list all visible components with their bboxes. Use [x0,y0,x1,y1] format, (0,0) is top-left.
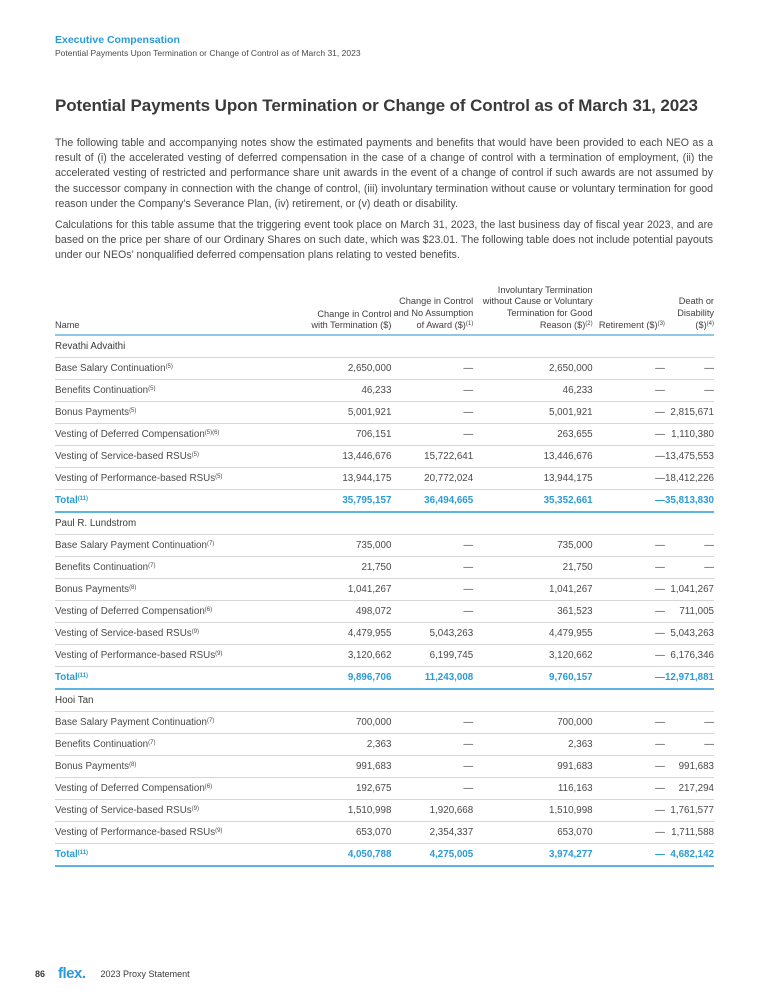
footnote-ref: (5) [129,408,137,415]
value-cell: — [593,380,665,402]
row-label-text: Benefits Continuation [55,739,149,751]
value-cell: 1,711,588 [665,822,714,844]
table-row [55,380,714,402]
value-cell: 4,479,955 [473,623,592,645]
table-row [55,734,714,756]
row-label [55,844,310,867]
value-cell: 21,750 [310,557,392,579]
value-cell: — [593,579,665,601]
footnote-ref: (5) [191,452,200,459]
row-label-text: Vesting of Service-based RSUs [55,805,192,817]
value-cell: — [391,601,473,623]
value-cell: 13,475,553 [665,446,714,468]
row-label-text: Vesting of Deferred Compensation [55,606,205,618]
value-cell: 6,176,346 [665,645,714,667]
column-header-text: Involuntary Termination without Cause or Voluntary Termination for Good Reason ($) [482,285,593,330]
value-cell: 263,655 [473,424,592,446]
value-cell: — [391,712,473,734]
value-cell: 2,650,000 [310,358,392,380]
table-row [55,601,714,623]
value-cell: — [665,380,714,402]
total-value-cell: 4,050,788 [310,844,392,867]
table-body [55,335,714,866]
row-label-text: Benefits Continuation [55,385,149,397]
table-header-row [55,285,714,335]
section-subtitle: Potential Payments Upon Termination or Change of Control as of March 31, 2023 [55,48,361,58]
footnote-ref: (11) [77,850,89,857]
column-header-text: Name [55,319,80,330]
table-row [55,623,714,645]
footnote-ref: (6) [204,607,213,614]
flex-logo: flex. [58,965,86,982]
intro-text [55,136,713,270]
row-label-text: Vesting of Deferred Compensation [55,429,205,441]
table-row [55,579,714,601]
value-cell: 700,000 [473,712,592,734]
total-value-cell: 9,896,706 [310,667,392,690]
table-row [55,535,714,557]
value-cell: 4,479,955 [310,623,392,645]
footnote-ref: (9) [191,806,200,813]
footnote-ref: (8) [129,585,137,592]
value-cell: 1,761,577 [665,800,714,822]
footnote-ref: (5) [215,474,223,481]
value-cell: 18,412,226 [665,468,714,490]
total-value-cell: 11,243,008 [391,667,473,690]
value-cell: 6,199,745 [391,645,473,667]
value-cell: — [391,424,473,446]
value-cell: 1,920,668 [391,800,473,822]
table-row [55,822,714,844]
table-row [55,756,714,778]
column-header-text: Death or Disability ($) [677,296,714,330]
footnote-ref: (6) [204,784,213,791]
value-cell: — [391,579,473,601]
table-row [55,645,714,667]
value-cell: 13,446,676 [310,446,392,468]
running-header [55,34,361,59]
value-cell: 46,233 [310,380,392,402]
row-label-text: Vesting of Service-based RSUs [55,451,192,463]
value-cell: 361,523 [473,601,592,623]
page-number: 86 [35,968,46,979]
intro-paragraph: Calculations for this table assume that the triggering event took place on March 31, 2023, the last business day of fiscal year 2023, and are based on the price per share of our Ordinary Shares on such date, which was $23.01. The following table does not include potential payouts under our NEOs’ nonqualified deferred compensation plans relating to vested benefits. [55,219,713,262]
row-label-text: Bonus Payments [55,584,130,596]
column-header [391,285,473,335]
row-label-text: Base Salary Payment Continuation [55,540,207,552]
total-value-cell: 35,795,157 [310,490,392,513]
column-header [593,285,665,335]
value-cell: — [665,712,714,734]
value-cell: 1,110,380 [665,424,714,446]
row-label [55,712,310,734]
row-label-text: Vesting of Performance-based RSUs [55,473,216,485]
footnote-ref: (9) [191,629,200,636]
value-cell: 1,510,998 [310,800,392,822]
value-cell: 2,815,671 [665,402,714,424]
value-cell: 991,683 [310,756,392,778]
value-cell: — [593,778,665,800]
value-cell: — [665,557,714,579]
column-header [665,285,714,335]
footnote-ref: (5) [148,386,156,393]
row-label-text: Base Salary Continuation [55,363,166,375]
value-cell: 735,000 [310,535,392,557]
document-title: 2023 Proxy Statement [100,968,190,979]
value-cell: 46,233 [473,380,592,402]
value-cell: — [593,734,665,756]
column-header-text: Change in Control and No Assumption of Award ($) [393,296,474,330]
row-label [55,380,310,402]
executive-name: Hooi Tan [55,689,714,712]
value-cell: 3,120,662 [473,645,592,667]
row-label-text: Bonus Payments [55,761,130,773]
row-label [55,446,310,468]
value-cell: 2,650,000 [473,358,592,380]
value-cell: 3,120,662 [310,645,392,667]
row-label [55,535,310,557]
value-cell: — [593,756,665,778]
intro-paragraph: The following table and accompanying notes show the estimated payments and benefits that would have been provided to each NEO as a result of (i) the accelerated vesting of deferred compensation in the case of a change of control with a termination of employment, (ii) the accelerated vesting of restricted and performance share unit awards in the event of a change of control if such awards are not assumed by the successor company in connection with the change of control, (iii) involuntary termination without cause or voluntary termination for good reason under the Company’s Severance Plan, (iv) retirement, or (v) death or disability. [55,137,713,210]
row-label [55,645,310,667]
row-label-text: Vesting of Deferred Compensation [55,783,205,795]
value-cell: 653,070 [310,822,392,844]
row-label [55,623,310,645]
value-cell: — [593,358,665,380]
row-label-text: Total [55,672,78,684]
value-cell: 5,043,263 [391,623,473,645]
column-header-text: Retirement ($) [598,319,658,330]
executive-name: Revathi Advaithi [55,335,714,358]
table-row [55,800,714,822]
footnote-ref: (11) [77,673,89,680]
person-row [55,512,714,535]
total-row [55,667,714,690]
footnote-ref: (8) [129,762,137,769]
value-cell: 2,363 [310,734,392,756]
total-value-cell: — [593,844,665,867]
total-value-cell: 35,352,661 [473,490,592,513]
row-label-text: Vesting of Service-based RSUs [55,628,192,640]
value-cell: — [391,358,473,380]
value-cell: — [593,712,665,734]
value-cell: 5,043,263 [665,623,714,645]
value-cell: 192,675 [310,778,392,800]
payments-table [55,285,714,867]
total-value-cell: — [593,490,665,513]
value-cell: 5,001,921 [310,402,392,424]
footnote-ref: (7) [206,718,215,725]
value-cell: 991,683 [665,756,714,778]
value-cell: — [665,734,714,756]
value-cell: — [593,535,665,557]
section-title: Executive Compensation [55,34,180,46]
total-value-cell: 36,494,665 [391,490,473,513]
value-cell: 13,944,175 [473,468,592,490]
total-value-cell: 3,974,277 [473,844,592,867]
row-label-text: Bonus Payments [55,407,130,419]
value-cell: — [391,402,473,424]
value-cell: 5,001,921 [473,402,592,424]
value-cell: — [593,623,665,645]
person-row [55,689,714,712]
row-label-text: Benefits Continuation [55,562,149,574]
footnote-ref: (2) [585,320,593,327]
total-value-cell: 35,813,830 [665,490,714,513]
total-value-cell: 9,760,157 [473,667,592,690]
value-cell: 2,354,337 [391,822,473,844]
total-value-cell: 4,682,142 [665,844,714,867]
value-cell: — [391,778,473,800]
footnote-ref: (7) [148,563,156,570]
value-cell: — [391,380,473,402]
footnote-ref: (9) [215,828,223,835]
row-label [55,822,310,844]
value-cell: 13,944,175 [310,468,392,490]
row-label [55,468,310,490]
footnote-ref: (5)(6) [204,430,220,437]
row-label [55,778,310,800]
table-row [55,778,714,800]
footnote-ref: (5) [165,364,173,371]
total-value-cell: — [593,667,665,690]
row-label [55,579,310,601]
table-row [55,358,714,380]
value-cell: 1,041,267 [473,579,592,601]
value-cell: 1,510,998 [473,800,592,822]
value-cell: — [665,358,714,380]
footnote-ref: (9) [215,651,223,658]
value-cell: 735,000 [473,535,592,557]
value-cell: 217,294 [665,778,714,800]
total-row [55,490,714,513]
row-label [55,800,310,822]
value-cell: — [593,800,665,822]
value-cell: — [593,446,665,468]
footnote-ref: (3) [657,320,665,327]
total-row [55,844,714,867]
value-cell: — [391,535,473,557]
total-value-cell: 12,971,881 [665,667,714,690]
value-cell: 20,772,024 [391,468,473,490]
value-cell: 1,041,267 [310,579,392,601]
row-label [55,756,310,778]
value-cell: — [593,468,665,490]
row-label [55,402,310,424]
value-cell: 13,446,676 [473,446,592,468]
table-row [55,468,714,490]
footnote-ref: (7) [148,740,156,747]
person-row [55,335,714,358]
page-footer [35,965,190,982]
table-row [55,402,714,424]
value-cell: 21,750 [473,557,592,579]
row-label [55,358,310,380]
total-value-cell: 4,275,005 [391,844,473,867]
value-cell: — [391,557,473,579]
value-cell: 711,005 [665,601,714,623]
row-label-text: Base Salary Payment Continuation [55,717,207,729]
value-cell: — [593,601,665,623]
value-cell: — [593,645,665,667]
value-cell: 991,683 [473,756,592,778]
value-cell: 1,041,267 [665,579,714,601]
footnote-ref: (4) [706,320,714,327]
value-cell: 15,722,641 [391,446,473,468]
value-cell: 116,163 [473,778,592,800]
footnote-ref: (1) [465,320,474,327]
column-header [473,285,592,335]
value-cell: 2,363 [473,734,592,756]
row-label [55,667,310,690]
row-label-text: Total [55,849,78,861]
value-cell: — [665,535,714,557]
table-row [55,424,714,446]
row-label-text: Total [55,495,78,507]
value-cell: 498,072 [310,601,392,623]
value-cell: — [593,822,665,844]
row-label [55,490,310,513]
row-label [55,734,310,756]
row-label-text: Vesting of Performance-based RSUs [55,650,216,662]
page-title: Potential Payments Upon Termination or Change of Control as of March 31, 2023 [55,96,698,115]
footnote-ref: (7) [206,541,215,548]
row-label-text: Vesting of Performance-based RSUs [55,827,216,839]
row-label [55,557,310,579]
value-cell: — [391,734,473,756]
value-cell: — [391,756,473,778]
table-row [55,446,714,468]
value-cell: 653,070 [473,822,592,844]
value-cell: — [593,424,665,446]
value-cell: — [593,557,665,579]
column-header [55,285,310,335]
value-cell: 700,000 [310,712,392,734]
table-row [55,557,714,579]
row-label [55,424,310,446]
table-row [55,712,714,734]
row-label [55,601,310,623]
value-cell: 706,151 [310,424,392,446]
footnote-ref: (11) [77,496,89,503]
column-header-text: Change in Control with Termination ($) [311,308,392,330]
executive-name: Paul R. Lundstrom [55,512,714,535]
value-cell: — [593,402,665,424]
column-header [310,285,392,335]
